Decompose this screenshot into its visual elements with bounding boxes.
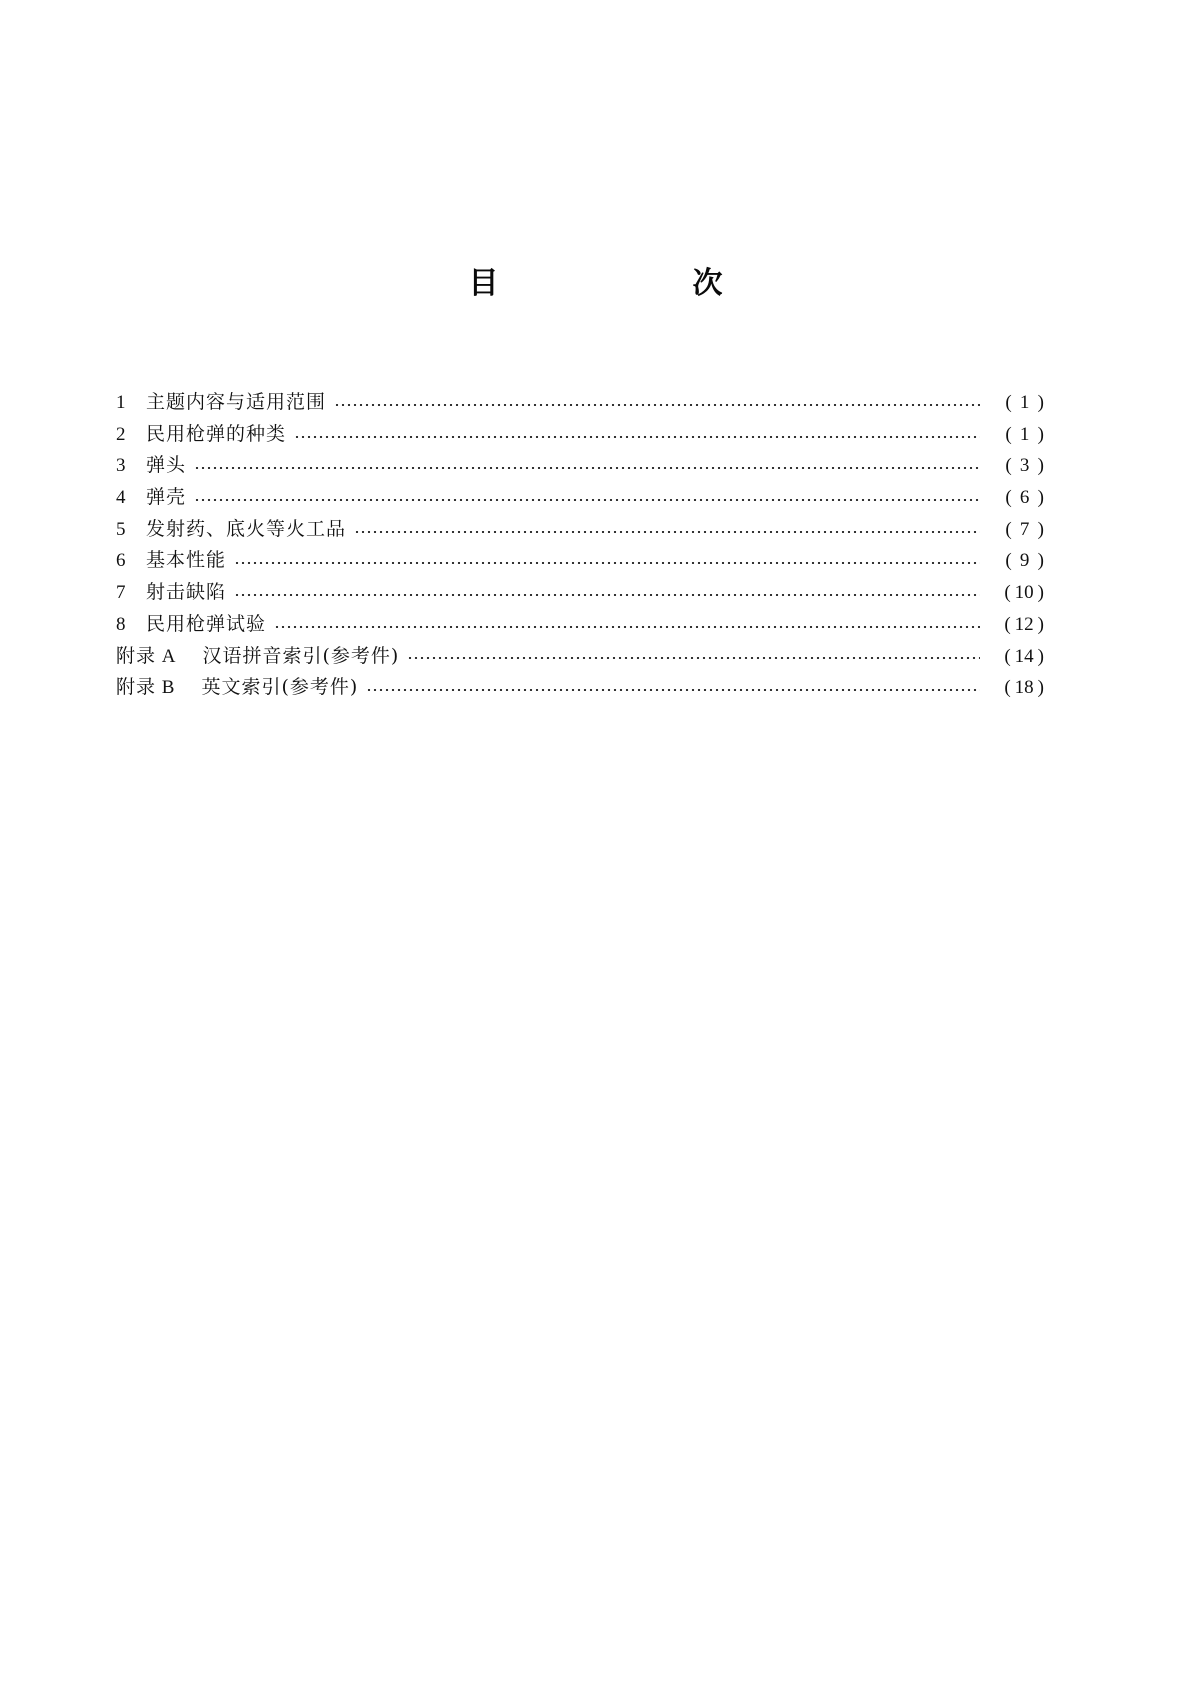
toc-entry-title: 民用枪弹试验 [146, 612, 267, 635]
toc-page-number: 3 [1019, 455, 1030, 477]
toc-entry-number: 6 [116, 550, 126, 572]
toc-entry-page: ( 1 ) [980, 387, 1048, 419]
page-title: 目 次 [468, 266, 805, 302]
toc-entry[interactable] [116, 514, 1048, 546]
toc-entry-page: ( 7 ) [980, 514, 1048, 546]
toc-entry-page: ( 18 ) [980, 672, 1048, 704]
toc-entry-title: 基本性能 [146, 549, 227, 572]
toc-entry-title: 汉语拼音索引(参考件) [202, 644, 400, 667]
toc-entry-title: 民用枪弹的种类 [146, 422, 287, 445]
toc-entry-number: 8 [116, 613, 126, 635]
toc-entry-page: ( 14 ) [980, 641, 1048, 673]
toc-entry[interactable] [116, 450, 1048, 482]
toc-dot-leader [234, 562, 980, 564]
toc-page-number: 18 [1014, 677, 1034, 699]
table-of-contents [116, 387, 1048, 704]
toc-entry-title: 英文索引(参考件) [201, 676, 359, 699]
toc-dot-leader [234, 594, 980, 596]
toc-entry-number: 附录 A [116, 645, 177, 667]
toc-page-number: 9 [1019, 550, 1030, 572]
toc-dot-leader [366, 689, 980, 691]
toc-dot-leader [274, 626, 980, 628]
toc-page-number: 7 [1019, 518, 1030, 540]
toc-entry-page: ( 9 ) [980, 545, 1048, 577]
toc-page-number: 12 [1014, 613, 1034, 635]
toc-page-number: 14 [1014, 645, 1034, 667]
toc-page-number: 1 [1019, 423, 1030, 445]
toc-dot-leader [334, 404, 980, 406]
toc-dot-leader [194, 467, 980, 469]
toc-page-number: 10 [1014, 582, 1034, 604]
toc-entry-title: 弹头 [146, 454, 187, 477]
toc-dot-leader [294, 436, 980, 438]
toc-entry-number: 2 [116, 423, 126, 445]
toc-entry[interactable] [116, 545, 1048, 577]
toc-entry-page: ( 6 ) [980, 482, 1048, 514]
toc-entry-number: 7 [116, 582, 126, 604]
toc-entry-title: 弹壳 [146, 486, 187, 509]
toc-entry[interactable] [116, 482, 1048, 514]
toc-entry-number: 3 [116, 455, 126, 477]
toc-entry-number: 5 [116, 518, 126, 540]
toc-entry-appendix[interactable] [116, 641, 1048, 673]
toc-entry[interactable] [116, 609, 1048, 641]
toc-entry-title: 射击缺陷 [146, 581, 227, 604]
toc-entry-number: 4 [116, 487, 126, 509]
toc-page-number: 1 [1019, 392, 1030, 413]
toc-dot-leader [194, 499, 980, 501]
toc-entry-page: ( 1 ) [980, 419, 1048, 451]
toc-entry-title: 发射药、底火等火工品 [146, 517, 347, 540]
toc-entry[interactable] [116, 419, 1048, 451]
toc-entry[interactable] [116, 387, 1048, 419]
toc-entry-page: ( 3 ) [980, 450, 1048, 482]
toc-page-number: 6 [1019, 487, 1030, 509]
toc-entry-appendix[interactable] [116, 672, 1048, 704]
toc-entry-page: ( 10 ) [980, 577, 1048, 609]
toc-entry-page: ( 12 ) [980, 609, 1048, 641]
toc-entry-title: 主题内容与适用范围 [146, 391, 327, 413]
toc-dot-leader [407, 657, 980, 659]
toc-entry-number: 附录 B [116, 677, 176, 699]
toc-entry-number: 1 [116, 392, 126, 413]
toc-entry[interactable] [116, 577, 1048, 609]
toc-dot-leader [354, 531, 980, 533]
